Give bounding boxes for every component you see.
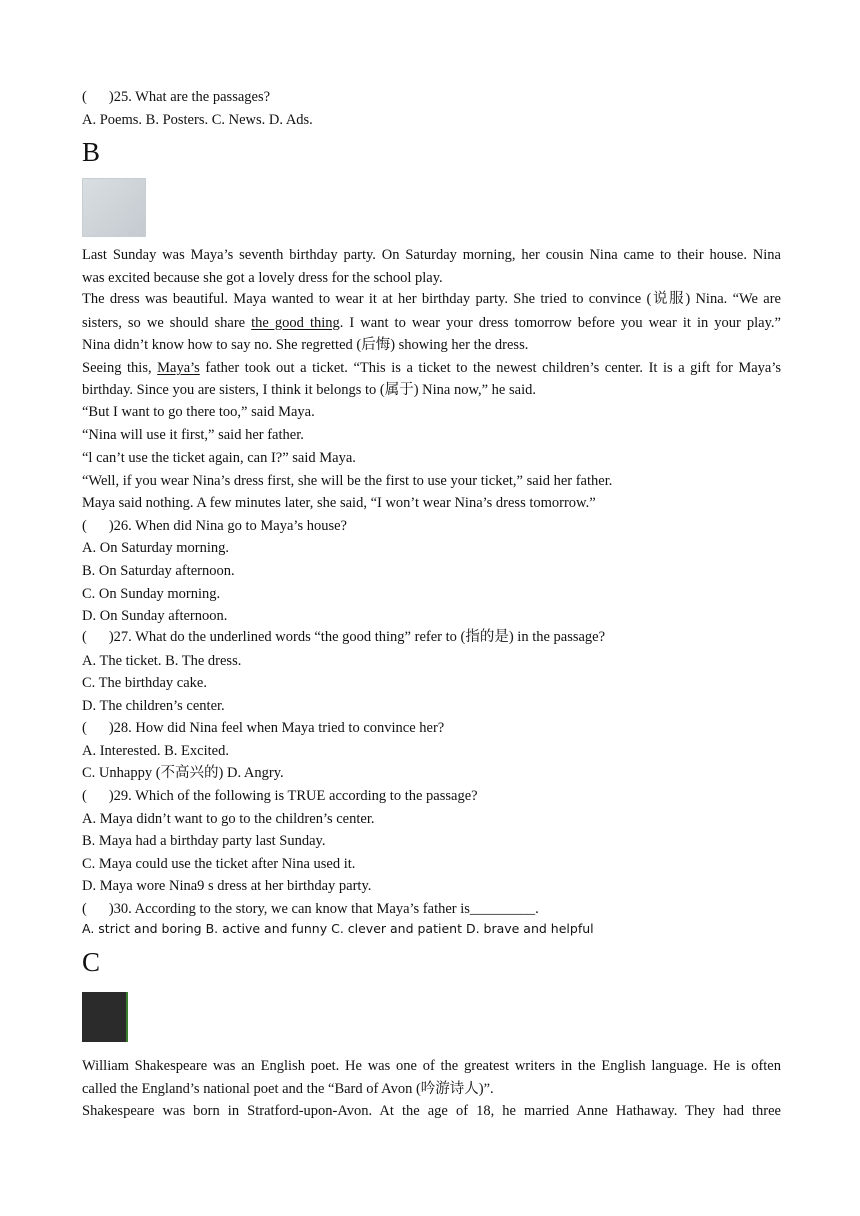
- section-c-heading: C: [82, 947, 101, 977]
- passage-c-line: William Shakespeare was an English poet. He was one of the greatest writers in the English language. He is often: [82, 1058, 781, 1074]
- option: A. Interested. B. Excited.: [82, 743, 229, 759]
- passage-b-line: Maya said nothing. A few minutes later, she said, “I won’t wear Nina’s dress tomorrow.”: [82, 495, 596, 511]
- passage-b-line: Nina didn’t know how to say no. She regretted (后悔) showing her the dress.: [82, 337, 529, 353]
- passage-b-line: birthday. Since you are sisters, I think it belongs to (属于) Nina now,” he said.: [82, 382, 536, 398]
- option: C. On Sunday morning.: [82, 586, 221, 602]
- passage-b-line: Seeing this, Maya’s father took out a ticket. “This is a ticket to the newest children’s center. It is a gift for Maya’s: [82, 360, 782, 376]
- underlined-phrase: the good thing: [251, 315, 340, 331]
- option: C. Maya could use the ticket after Nina used it.: [82, 856, 356, 872]
- option: D. The children’s center.: [82, 698, 225, 714]
- shakespeare-portrait: [82, 992, 128, 1042]
- passage-b-line: “But I want to go there too,” said Maya.: [82, 404, 315, 420]
- question-27: ( )27. What do the underlined words “the good thing” refer to (指的是) in the passage?: [82, 629, 606, 645]
- dress-image: [82, 178, 146, 237]
- question-25-options: A. Poems. B. Posters. C. News. D. Ads.: [82, 112, 313, 128]
- question-25: ( )25. What are the passages?: [82, 89, 271, 105]
- passage-b-line: “Nina will use it first,” said her father.: [82, 427, 304, 443]
- question-26: ( )26. When did Nina go to Maya’s house?: [82, 518, 347, 534]
- passage-b-line: “Well, if you wear Nina’s dress first, she will be the first to use your ticket,” said her father.: [82, 473, 613, 489]
- question-30-options: A. strict and boring B. active and funny C. clever and patient D. brave and helpful: [82, 921, 594, 936]
- option: A. Maya didn’t want to go to the children’s center.: [82, 811, 375, 827]
- option: C. Unhappy (不高兴的) D. Angry.: [82, 765, 284, 781]
- passage-b-line: sisters, so we should share the good thing. I want to wear your dress tomorrow before you wear it in your play.”: [82, 315, 781, 331]
- section-b-heading: B: [82, 137, 101, 167]
- passage-c-line: called the England’s national poet and the “Bard of Avon (吟游诗人)”.: [82, 1081, 494, 1097]
- option: D. Maya wore Nina9 s dress at her birthday party.: [82, 878, 372, 894]
- option: A. The ticket. B. The dress.: [82, 653, 242, 669]
- question-30: ( )30. According to the story, we can know that Maya’s father is_________.: [82, 901, 539, 917]
- passage-b-line: “l can’t use the ticket again, can I?” said Maya.: [82, 450, 356, 466]
- question-28: ( )28. How did Nina feel when Maya tried to convince her?: [82, 720, 445, 736]
- passage-b-line: The dress was beautiful. Maya wanted to wear it at her birthday party. She tried to convince (说服) Nina. “We are: [82, 291, 781, 307]
- question-29: ( )29. Which of the following is TRUE according to the passage?: [82, 788, 478, 804]
- option: B. Maya had a birthday party last Sunday.: [82, 833, 326, 849]
- option: C. The birthday cake.: [82, 675, 207, 691]
- option: D. On Sunday afternoon.: [82, 608, 228, 624]
- option: B. On Saturday afternoon.: [82, 563, 235, 579]
- passage-b-line: was excited because she got a lovely dress for the school play.: [82, 270, 443, 286]
- option: A. On Saturday morning.: [82, 540, 229, 556]
- passage-b-line: Last Sunday was Maya’s seventh birthday party. On Saturday morning, her cousin Nina came to their house. Nina: [82, 247, 781, 263]
- passage-c-line: Shakespeare was born in Stratford-upon-Avon. At the age of 18, he married Anne Hathaway. They had three: [82, 1103, 781, 1119]
